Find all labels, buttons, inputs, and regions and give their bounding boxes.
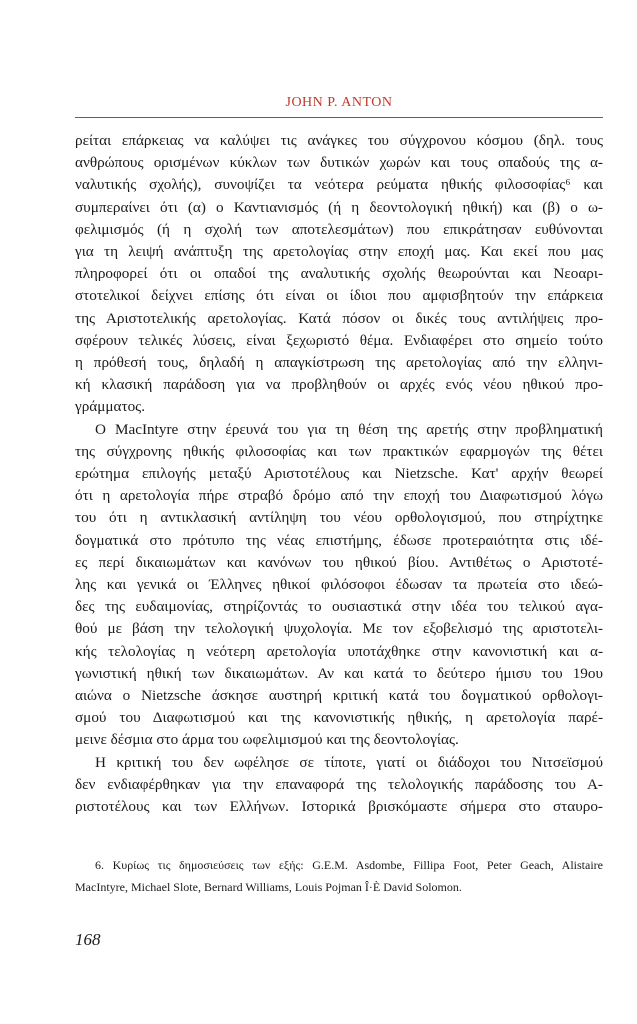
- text-line: ες περί δικαιωμάτων και κανόνων του ηθικού βίου. Αντιθέτως ο Αριστοτέ-: [75, 553, 603, 571]
- paragraph-1: [75, 130, 603, 419]
- header-rule: [75, 117, 603, 118]
- footnote-line: MacIntyre, Michael Slote, Bernard Williams, Louis Pojman Î·È David Solomon.: [75, 880, 462, 894]
- text-line: στοτελικοί δείχνει επίσης ότι είναι οι ίδιοι που αμφισβητούν την επάρκεια: [75, 287, 603, 305]
- paragraph-2: [75, 419, 603, 752]
- page-number: 168: [75, 930, 101, 949]
- text-line: ερώτημα επιλογής μεταξύ Αριστοτέλους και Nietzsche. Κατ' αρχήν θεωρεί: [75, 465, 603, 483]
- text-line: δεν ενδιαφέρθηκαν για την επαναφορά της τελολογικής παράδοσης του Α-: [75, 775, 603, 793]
- text-line: της σύγχρονης ηθικής φιλοσοφίας και των πρακτικών εφαρμογών της θέτει: [75, 442, 603, 460]
- text-line: σμού του Διαφωτισμού και της κανονιστικής ηθικής, η αρετολογία παρέ-: [75, 709, 603, 727]
- text-line: ρείται επάρκειας να καλύψει τις ανάγκες του σύγχρονου κόσμου (δηλ. τους: [75, 132, 603, 149]
- paragraph-3: [75, 752, 603, 819]
- text-line: συμπεραίνει ότι (α) ο Καντιανισμός (ή η δεοντολογική ηθική) και (β) ο ω-: [75, 198, 603, 216]
- text-line: Ο MacIntyre στην έρευνά του για τη θέση της αρετής στην προβληματική: [95, 420, 603, 438]
- text-line: ότι η αρετολογία πήρε στραβό δρόμο από την εποχή του Διαφωτισμού λόγω: [75, 487, 603, 505]
- text-line: του ότι η αντικλασική αντίληψη του νέου ορθολογισμού, που στηρίχτηκε: [75, 509, 603, 527]
- text-line: ανθρώπους ορισμένων κύκλων των δυτικών χωρών και τους οπαδούς της α-: [75, 154, 603, 172]
- text-line: δες της ευδαιμονίας, στηρίζοντάς το ουσιαστικά στην ιδέα του τελικού αγα-: [75, 598, 603, 616]
- text-line: λης και γενικά οι Έλληνες ηθικοί φιλόσοφοι έδωσαν τα πρωτεία στο ιδεώ-: [75, 576, 603, 594]
- text-line: γωνιστική ηθική των δικαιωμάτων. Αν και κατά το δεύτερο ήμισυ του 19ου: [75, 664, 603, 682]
- text-line: γράμματος.: [75, 398, 145, 416]
- body-text: [75, 130, 603, 818]
- footnote: [75, 854, 603, 898]
- text-line: ριστοτέλους και των Ελλήνων. Ιστορικά βρισκόμαστε σήμερα στο σταυρο-: [75, 798, 603, 816]
- text-line: κής τελολογίας η νεότερη αρετολογία υποτάχθηκε στην κανονιστική και α-: [75, 642, 603, 660]
- text-line: θού με βάση την τελολογική ψυχολογία. Με τον εξοβελισμό της αριστοτελι-: [75, 620, 603, 638]
- text-line: κή κλασική παράδοση για να προβληθούν οι αρχές ενός νέου ηθικού προ-: [75, 376, 603, 394]
- text-line: φελιμισμός (ή η σχολή των αποτελεσμάτων) που επικράτησαν ευθύνονται: [75, 220, 603, 238]
- text-line: ναλυτικής σχολής), συνοψίζει τα νεότερα ρεύματα ηθικής φιλοσοφίας⁶ και: [75, 176, 603, 194]
- text-line: για τη λειψή ανάπτυξη της αρετολογίας στην εποχή μας. Και εκεί που μας: [75, 243, 603, 261]
- text-line: Η κριτική του δεν ωφέλησε σε τίποτε, γιατί οι διάδοχοι του Νιτσεϊσμού: [95, 753, 603, 771]
- footnote-line: 6. Κυρίως τις δημοσιεύσεις των εξής: G.E.M. Asdombe, Fillipa Foot, Peter Geach, Alistaire: [95, 858, 603, 872]
- text-line: δογματικά στο πρότυπο της νέας επιστήμης, έδωσε προτεραιότητα στις ιδέ-: [75, 531, 603, 549]
- text-line: μεινε δέσμια στο άρμα του ωφελιμισμού και της δεοντολογίας.: [75, 731, 459, 749]
- text-line: η πρόθεσή τους, δηλαδή η απαγκίστρωση της αρετολογίας από την ελληνι-: [75, 354, 603, 372]
- text-line: της Αριστοτελικής αρετολογίας. Κατά πόσον οι δικές τους αντιλήψεις προ-: [75, 309, 603, 327]
- running-head: JOHN P. ANTON: [285, 95, 393, 110]
- text-line: πληροφορεί ότι οι οπαδοί της αναλυτικής σχολής θεωρούνται και Νεοαρι-: [75, 265, 603, 283]
- text-line: σφέρουν τελικές λύσεις, είναι ξεχωριστό θέμα. Ενδιαφέρει στο σημείο τούτο: [75, 331, 603, 349]
- text-line: αιώνα ο Nietzsche άσκησε αυστηρή κριτική κατά του δογματικού ορθολογι-: [75, 687, 603, 705]
